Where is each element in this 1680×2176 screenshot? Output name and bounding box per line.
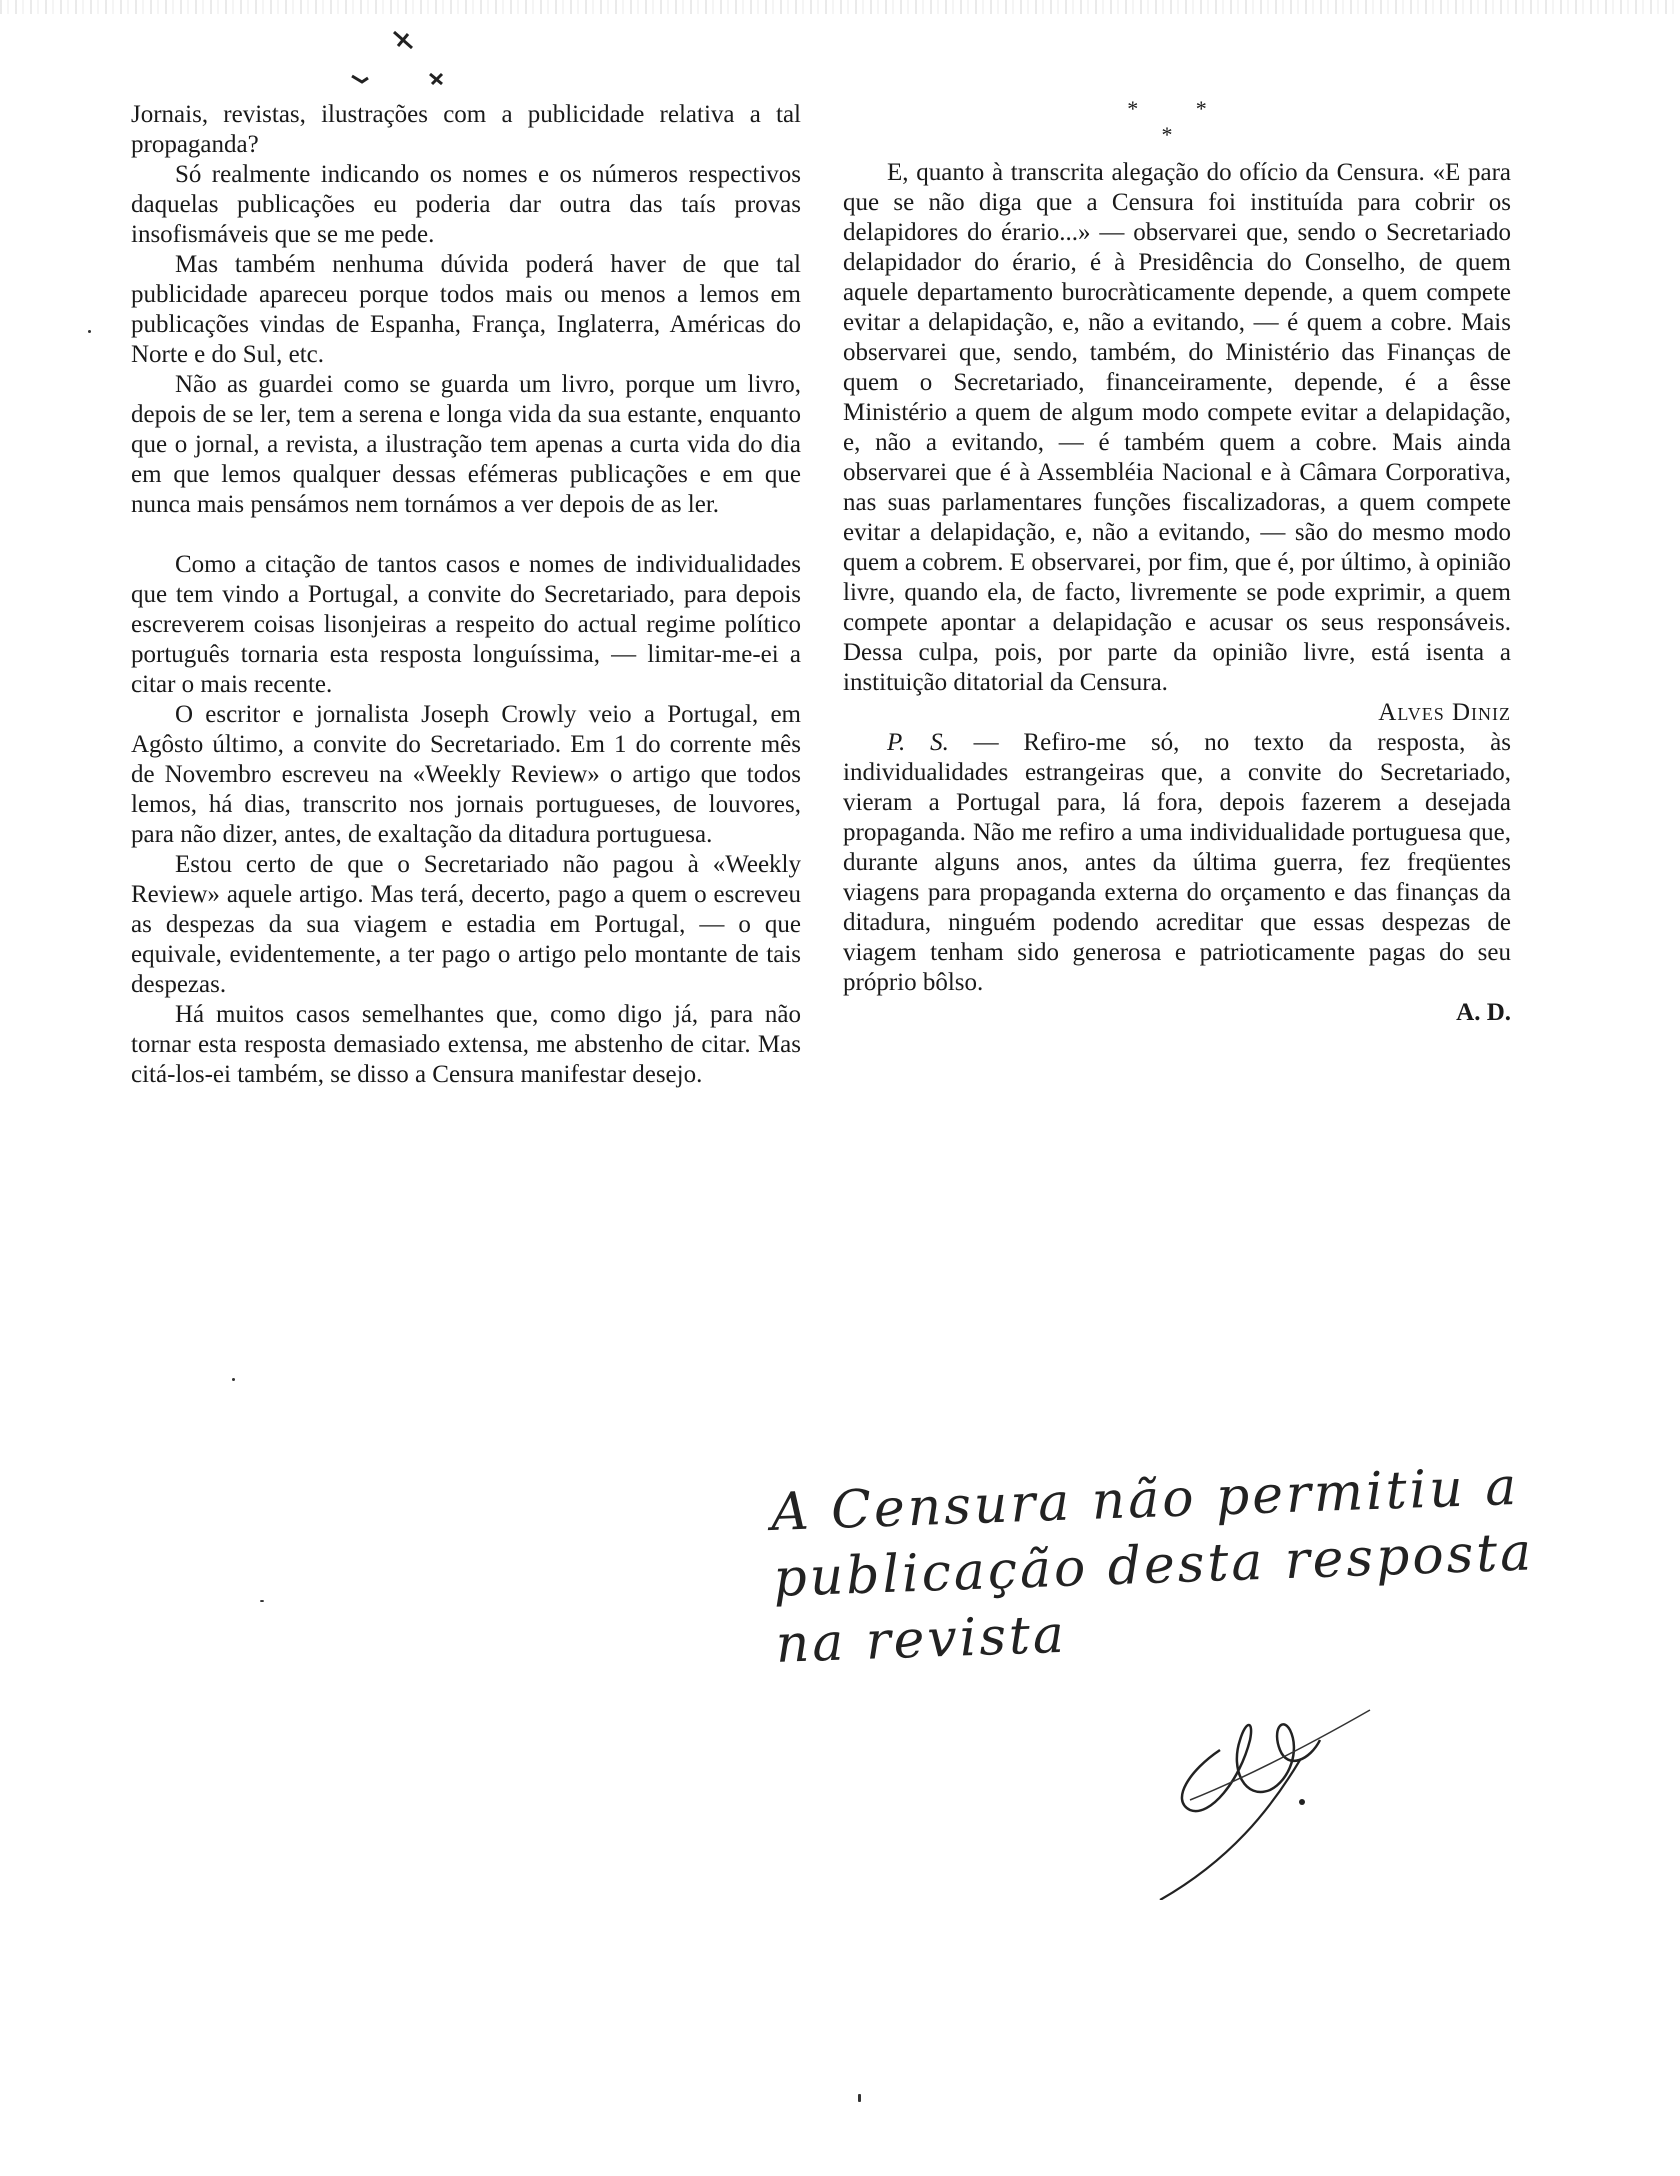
postscript-label: P. S. (887, 729, 949, 756)
paragraph: E, quanto à transcrita alegação do ofício da Censura. «E para que se não diga que a Censura foi instituída para cobrir os delapidores do érario...» — observarei que, sendo o Secretariado delapidador do érario, é à Presidência do Conselho, de quem aquele departamento burocràticamente depende, a quem compete evitar a delapidação, e, não a evitando, — é quem a cobre. Mais observarei que, sendo, também, do Ministério das Finanças de quem o Secretariado, financeiramente, depende, é a êsse Ministério a quem de algum modo compete evitar a delapidação, e, não a evitando, — é também quem a cobre. Mais ainda observarei que é à Assembléia Nacional e à Câmara Corporativa, nas suas parlamentares funções fiscalizadoras, a quem compete evitar a delapidação, e, não a evitando, — são do mesmo modo quem a cobrem. E observarei, por fim, que é, por último, à opinião livre, quando ela, de facto, livremente se pode exprimir, a quem compete apontar a delapidação e acusar os seus responsáveis. Dessa culpa, pois, por parte da opinião livre, está isenta a instituição ditatorial da Censura. (843, 159, 1511, 696)
scan-speck (232, 1378, 235, 1381)
paragraph: Estou certo de que o Secretariado não pagou à «Weekly Review» aquele artigo. Mas terá, decerto, pago a quem o escreveu as despezas da sua viagem e estadia em Portugal, — o que equivale, evidentemente, a ter pago o artigo pelo montante de tais despezas. (131, 851, 801, 998)
scan-speck (260, 1600, 264, 1602)
paragraph: O escritor e jornalista Joseph Crowly veio a Portugal, em Agôsto último, a convite do Secretariado. Em 1 do corrente mês de Novembro escreveu na «Weekly Review» o artigo que todos lemos, há dias, transcrito nos jornais portugueses, de louvores, para não dizer, antes, de exaltação da ditadura portuguesa. (131, 701, 801, 848)
handwritten-signature-icon (1150, 1660, 1380, 1900)
paragraph: Não as guardei como se guarda um livro, porque um livro, depois de se ler, tem a serena e longa vida da sua estante, enquanto que o jornal, a revista, a ilustração tem apenas a curta vida do dia em que lemos qualquer dessas efémeras publicações e em que nunca mais pensámos nem tornámos a ver depois de as ler. (131, 371, 801, 518)
handwritten-note: A Censura não permitiu a publicação desta resposta na revista (770, 1456, 1536, 1675)
section-separator: * * * (1127, 96, 1233, 147)
postscript (843, 728, 1511, 998)
paragraph: Jornais, revistas, ilustrações com a publicidade relativa a tal propaganda? (131, 101, 801, 158)
left-column (131, 100, 801, 1090)
paragraph: Há muitos casos semelhantes que, como digo já, para não tornar esta resposta demasiado extensa, me abstenho de citar. Mas citá-los-ei também, se disso a Censura manifestar desejo. (131, 1001, 801, 1088)
author-signature: Alves Diniz (1378, 699, 1511, 726)
scan-edge-noise (0, 0, 1680, 14)
postscript-text: — Refiro-me só, no texto da resposta, às individualidades estrangeiras que, a convite do Secretariado, vieram a Portugal para, lá fora, depois fazerem a desejada propaganda. Não me refiro a uma individualidade portuguesa que, durante alguns anos, antes da última guerra, fez freqüentes viagens para propaganda externa do orçamento e das finanças da ditadura, ninguém podendo acreditar que essas despezas de viagem tenham sido generosa e patrioticamente pagas do seu próprio bôlso. (843, 729, 1511, 996)
right-column (843, 158, 1511, 1028)
paragraph: Só realmente indicando os nomes e os números respectivos daquelas publicações eu poderia dar outra das taís provas insofismáveis que se me pede. (131, 161, 801, 248)
scan-speck (88, 330, 91, 333)
scan-speck (858, 2094, 861, 2102)
paragraph: Como a citação de tantos casos e nomes de individualidades que tem vindo a Portugal, a convite do Secretariado, para depois escreverem coisas lisonjeiras a respeito do actual regime político português tornaria esta resposta longuíssima, — limitar-me-ei a citar o mais recente. (131, 551, 801, 698)
author-initials: A. D. (1456, 999, 1511, 1026)
pencil-marks-icon (346, 28, 456, 88)
paragraph: Mas também nenhuma dúvida poderá haver de que tal publicidade apareceu porque todos mais ou menos a lemos em publicações vindas de Espanha, França, Inglaterra, Américas do Norte e do Sul, etc. (131, 251, 801, 368)
